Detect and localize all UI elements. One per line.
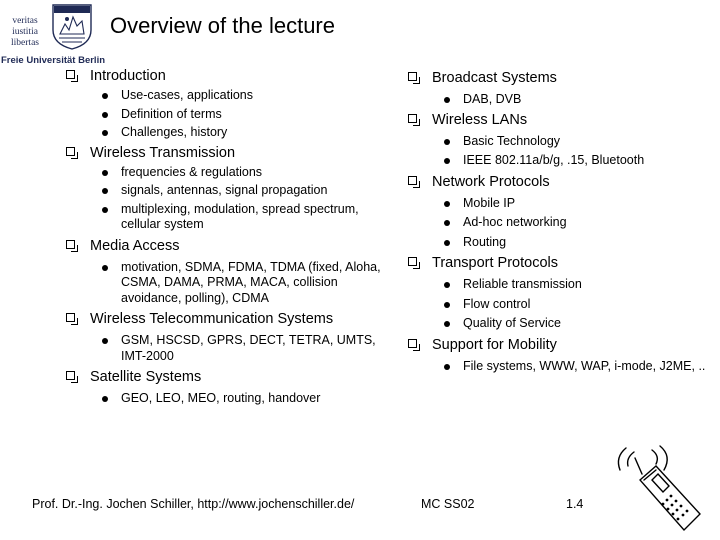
logo-motto-line: veritas <box>12 16 38 26</box>
section-heading <box>408 112 708 129</box>
logo-motto <box>3 16 47 49</box>
list-item <box>408 134 708 150</box>
list-item-text: multiplexing, modulation, spread spectrum, cellular system <box>121 201 359 231</box>
mobile-phone-illustration-icon <box>612 444 708 536</box>
list-item-text: Ad-hoc networking <box>463 215 567 229</box>
university-logo <box>0 0 106 66</box>
section-heading <box>408 174 708 191</box>
list-item <box>66 391 396 407</box>
section-heading-text: Wireless Transmission <box>90 144 236 161</box>
bullet-dot-icon <box>444 158 450 164</box>
bullet-dot-icon <box>102 338 108 344</box>
list-item-text: Flow control <box>463 296 531 311</box>
bullet-dot-icon <box>102 396 108 402</box>
section-introduction <box>66 68 396 141</box>
section-heading-text: Media Access <box>90 237 180 254</box>
bullet-dot-icon <box>444 201 450 207</box>
list-item-text: Challenges, history <box>121 125 228 139</box>
section-wireless-telecom <box>66 311 396 364</box>
list-item <box>408 92 708 108</box>
section-heading <box>408 255 708 272</box>
bullet-dot-icon <box>444 139 450 145</box>
list-item <box>66 183 396 199</box>
checkbox-bullet-icon <box>408 257 417 266</box>
checkbox-bullet-icon <box>66 371 75 380</box>
list-item-text: Definition of terms <box>121 106 222 121</box>
list-item <box>66 260 396 307</box>
list-item-text: Routing <box>463 234 507 249</box>
checkbox-bullet-icon <box>408 339 417 348</box>
bullet-dot-icon <box>102 188 108 194</box>
section-satellite-systems <box>66 369 396 407</box>
list-item <box>66 125 396 141</box>
list-item <box>66 333 396 364</box>
list-item <box>408 196 708 212</box>
list-item-text: Use-cases, applications <box>121 88 254 102</box>
section-heading <box>66 369 396 386</box>
section-support-for-mobility <box>408 337 708 375</box>
section-heading-text: Wireless Telecommunication Systems <box>90 311 334 327</box>
section-heading <box>408 337 708 354</box>
bullet-dot-icon <box>444 282 450 288</box>
list-item-text: DAB, DVB <box>463 92 522 106</box>
section-heading-text: Broadcast Systems <box>432 70 557 86</box>
section-transport-protocols <box>408 255 708 332</box>
checkbox-bullet-icon <box>408 176 417 185</box>
list-item <box>66 107 396 123</box>
list-item <box>408 215 708 231</box>
section-wireless-lans <box>408 112 708 169</box>
list-item-text: signals, antennas, signal propagation <box>121 183 328 197</box>
section-media-access <box>66 238 396 307</box>
list-item <box>408 277 708 293</box>
section-heading <box>408 70 708 87</box>
bullet-dot-icon <box>444 364 450 370</box>
section-heading-text: Satellite Systems <box>90 369 202 385</box>
checkbox-bullet-icon <box>408 114 417 123</box>
logo-motto-line: iustitia <box>12 27 38 37</box>
university-seal-icon <box>50 2 94 50</box>
section-broadcast-systems <box>408 70 708 108</box>
list-item-text: GSM, HSCSD, GPRS, DECT, TETRA, UMTS, IMT-2000 <box>121 333 376 363</box>
section-heading-text: Transport Protocols <box>432 255 558 271</box>
bullet-dot-icon <box>444 97 450 103</box>
section-heading <box>66 68 396 85</box>
section-heading <box>66 311 396 328</box>
section-network-protocols <box>408 174 708 251</box>
university-name: Freie Universität Berlin <box>1 55 106 66</box>
footer-page-number: 1.4 <box>566 497 584 511</box>
logo-motto-line: libertas <box>11 38 39 48</box>
list-item <box>66 202 396 233</box>
bullet-dot-icon <box>102 130 108 136</box>
list-item <box>66 88 396 104</box>
slide-title: Overview of the lecture <box>110 13 335 38</box>
checkbox-bullet-icon <box>66 70 75 79</box>
bullet-dot-icon <box>444 240 450 246</box>
list-item-text: motivation, SDMA, FDMA, TDMA (fixed, Aloha, CSMA, DAMA, PRMA, MACA, collision avoidance, polling), CDMA <box>121 259 381 305</box>
list-item-text: Basic Technology <box>463 133 561 148</box>
section-wireless-transmission <box>66 145 396 233</box>
section-heading <box>66 238 396 255</box>
footer-author: Prof. Dr.-Ing. Jochen Schiller, http://www.jochenschiller.de/ <box>32 497 355 511</box>
section-heading-text: Support for Mobility <box>432 336 557 353</box>
list-item <box>408 359 708 375</box>
list-item-text: frequencies & regulations <box>121 164 263 179</box>
footer-course: MC SS02 <box>421 497 475 511</box>
right-column <box>408 70 708 374</box>
list-item-text: IEEE 802.11a/b/g, .15, Bluetooth <box>463 153 645 167</box>
bullet-dot-icon <box>102 93 108 99</box>
list-item-text: Mobile IP <box>463 195 516 210</box>
bullet-dot-icon <box>102 170 108 176</box>
bullet-dot-icon <box>102 265 108 271</box>
list-item <box>408 235 708 251</box>
checkbox-bullet-icon <box>66 240 75 249</box>
checkbox-bullet-icon <box>408 72 417 81</box>
checkbox-bullet-icon <box>66 147 75 156</box>
section-heading <box>66 145 396 162</box>
left-column <box>66 68 396 407</box>
list-item-text: Quality of Service <box>463 316 561 330</box>
checkbox-bullet-icon <box>66 313 75 322</box>
section-heading-text: Introduction <box>90 68 166 84</box>
bullet-dot-icon <box>444 220 450 226</box>
section-heading-text: Network Protocols <box>432 173 550 190</box>
list-item-text: Reliable transmission <box>463 277 582 291</box>
bullet-dot-icon <box>102 207 108 213</box>
list-item <box>408 297 708 313</box>
list-item-text: GEO, LEO, MEO, routing, handover <box>121 391 321 405</box>
list-item-text: File systems, WWW, WAP, i-mode, J2ME, .. <box>463 358 706 373</box>
bullet-dot-icon <box>102 112 108 118</box>
bullet-dot-icon <box>444 321 450 327</box>
section-heading-text: Wireless LANs <box>432 111 528 128</box>
bullet-dot-icon <box>444 302 450 308</box>
list-item <box>408 153 708 169</box>
list-item <box>66 165 396 181</box>
list-item <box>408 316 708 332</box>
